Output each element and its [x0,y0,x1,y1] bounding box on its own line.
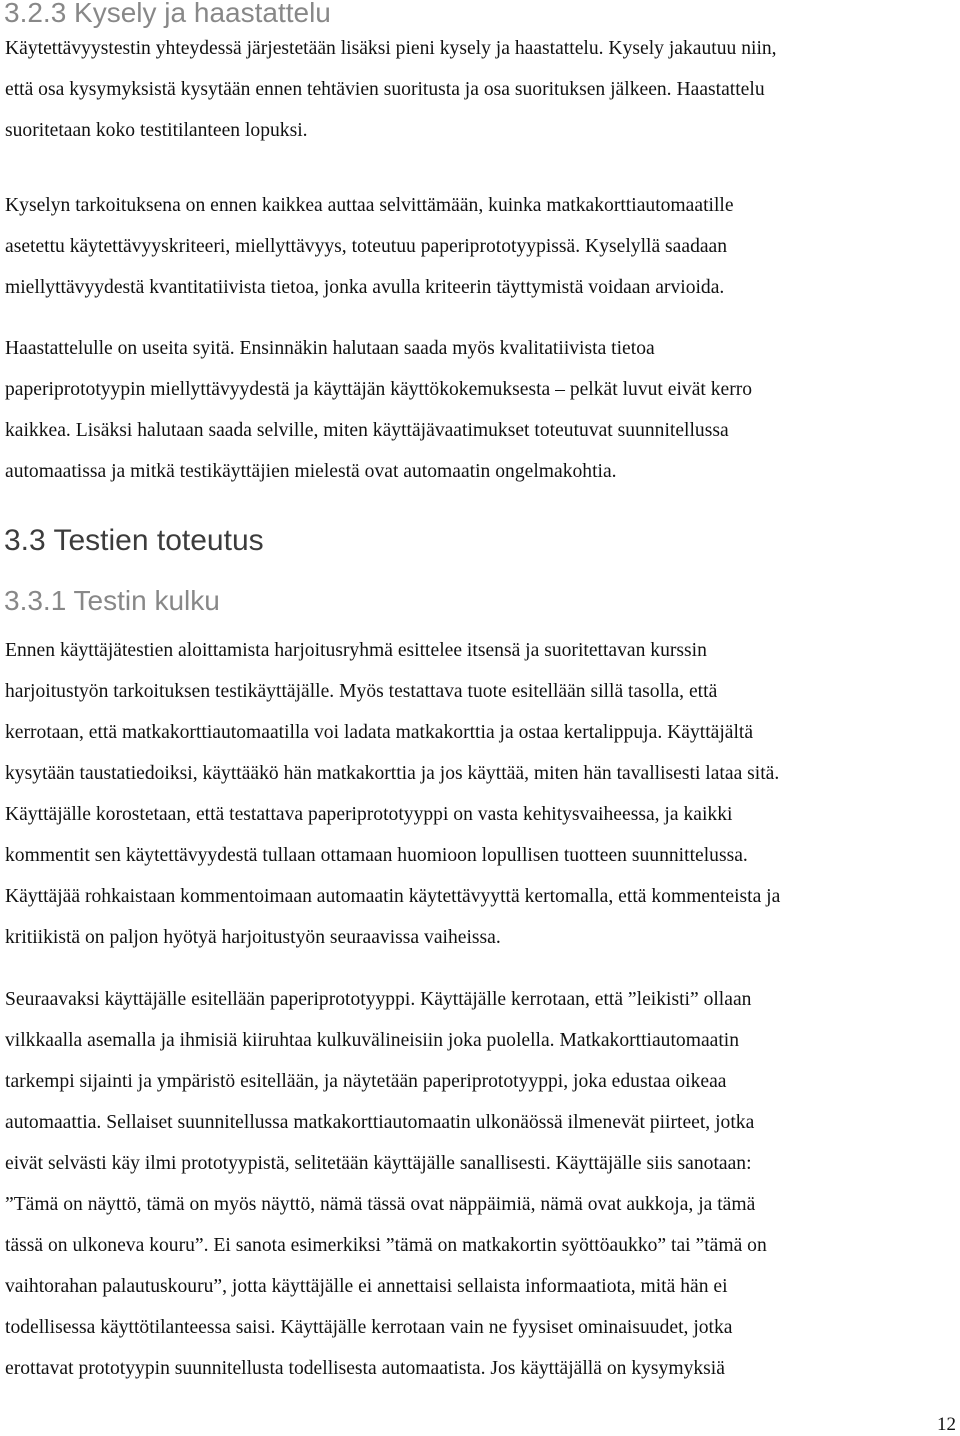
text-line: kerrotaan, että matkakorttiautomaatilla voi ladata matkakorttia ja ostaa kertalippuja. Käyttäjältä [5,722,754,743]
text-line: suoritetaan koko testitilanteen lopuksi. [5,120,308,141]
text-line: Kyselyn tarkoituksena on ennen kaikkea auttaa selvittämään, kuinka matkakorttiautomaatille [5,195,734,216]
text-line: asetettu käytettävyyskriteeri, miellyttävyys, toteutuu paperiprototyypissä. Kyselyllä saadaan [5,236,728,257]
text-line: vilkkaalla asemalla ja ihmisiä kiiruhtaa kulkuvälineisiin joka puolella. Matkakorttiautomaatin [5,1030,740,1051]
text-line: kommentit sen käytettävyydestä tullaan ottamaan huomioon lopullisen tuotteen suunnittelussa. [5,845,748,866]
text-line: ”Tämä on näyttö, tämä on myös näyttö, nämä tässä ovat näppäimiä, nämä ovat aukkoja, ja tämä [5,1194,756,1215]
heading-3-2-3: 3.2.3 Kysely ja haastattelu [4,0,331,28]
text-line: erottavat prototyypin suunnitellusta todellisesta automaatista. Jos käyttäjällä on kysymyksiä [5,1358,725,1379]
page-number: 12 [937,1414,956,1435]
text-line: Käyttäjää rohkaistaan kommentoimaan automaatin käytettävyyttä kertomalla, että kommenteista ja [5,886,781,907]
paragraph-survey-purpose [5,185,955,308]
text-line: kaikkea. Lisäksi halutaan saada selville, miten käyttäjävaatimukset toteutuvat suunnitellussa [5,420,729,441]
text-line: vaihtorahan palautuskouru”, jotta käyttäjälle ei annettaisi sellaista informaatiota, mitä hän ei [5,1276,728,1297]
paragraph-test-procedure [5,630,955,958]
text-line: tarkempi sijainti ja ympäristö esitellään, ja näytetään paperiprototyyppi, joka edustaa oikeaa [5,1071,727,1092]
text-line: tässä on ulkoneva kouru”. Ei sanota esimerkiksi ”tämä on matkakortin syöttöaukko” tai ”tämä on [5,1235,767,1256]
text-line: todellisessa käyttötilanteessa saisi. Käyttäjälle kerrotaan vain ne fyysiset ominaisuudet, jotka [5,1317,733,1338]
text-line: Ennen käyttäjätestien aloittamista harjoitusryhmä esittelee itsensä ja suoritettavan kurssin [5,640,707,661]
text-line: Haastattelulle on useita syitä. Ensinnäkin halutaan saada myös kvalitatiivista tietoa [5,338,655,359]
paragraph-survey-intro [5,28,955,151]
text-line: automaatissa ja mitkä testikäyttäjien mielestä ovat automaatin ongelmakohtia. [5,461,617,482]
text-line: paperiprototyypin miellyttävyydestä ja käyttäjän käyttökokemuksesta – pelkät luvut eivät kerro [5,379,753,400]
text-line: eivät selvästi käy ilmi prototyypistä, selitetään käyttäjälle sanallisesti. Käyttäjälle siis sanotaan: [5,1153,752,1174]
text-line: kysytään taustatiedoiksi, käyttääkö hän matkakorttia ja jos käyttää, miten hän tavallisesti lataa sitä. [5,763,780,784]
text-line: Käyttäjälle korostetaan, että testattava paperiprototyyppi on vasta kehitysvaiheessa, ja kaikki [5,804,733,825]
heading-3-3: 3.3 Testien toteutus [4,524,264,557]
text-line: kritiikistä on paljon hyötyä harjoitustyön seuraavissa vaiheissa. [5,927,501,948]
paragraph-prototype-presentation [5,979,955,1389]
text-line: miellyttävyydestä kvantitatiivista tietoa, jonka avulla kriteerin täyttymistä voidaan arvioida. [5,277,725,298]
text-line: harjoitustyön tarkoituksen testikäyttäjälle. Myös testattava tuote esitellään sillä tasolla, että [5,681,718,702]
paragraph-interview-reasons [5,328,955,492]
text-line: automaattia. Sellaiset suunnitellussa matkakorttiautomaatin ulkonäössä ilmenevät piirteet, jotka [5,1112,755,1133]
heading-3-3-1: 3.3.1 Testin kulku [4,585,220,616]
text-line: Käytettävyystestin yhteydessä järjestetään lisäksi pieni kysely ja haastattelu. Kysely jakautuu niin, [5,38,777,59]
text-line: että osa kysymyksistä kysytään ennen tehtävien suoritusta ja osa suorituksen jälkeen. Haastattelu [5,79,765,100]
text-line: Seuraavaksi käyttäjälle esitellään paperiprototyyppi. Käyttäjälle kerrotaan, että ”leikisti” ollaan [5,989,752,1010]
